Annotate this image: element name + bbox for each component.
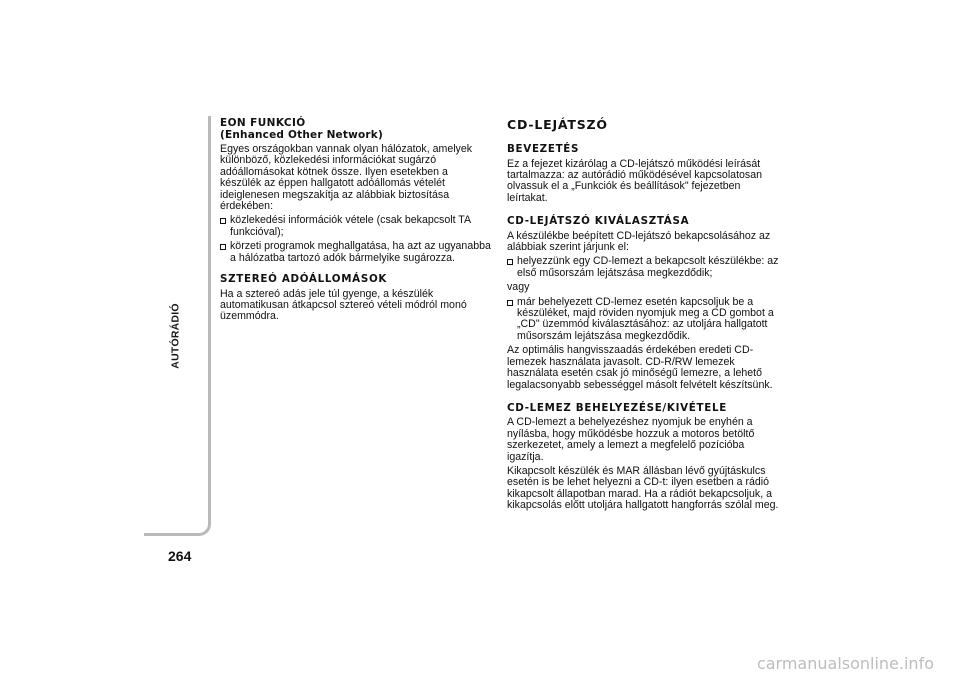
watermark: carmanualsonline.info [756, 654, 934, 673]
select-note: Az optimális hangvisszaadás érdekében eredeti CD-lemezek használata javasolt. CD-R/RW lemezek használata esetén csak jó minőségű lemezre, a lehető legalacsonyabb sebességgel másolt felvételt készítsünk. [507, 344, 773, 391]
select-bullet: helyezzünk egy CD-lemezt a bekapcsolt készülékbe: az első műsorszám lejátszása megkezdődik; [507, 256, 782, 279]
stereo-paragraph: Ha a sztereó adás jele túl gyenge, a készülék automatikusan átkapcsol sztereó vételi módról monó üzemmódra. [220, 287, 467, 323]
select-paragraph: A készülékbe beépített CD-lejátszó bekapcsolásához az alábbiak szerint járjunk el: [507, 229, 771, 254]
intro-title: BEVEZETÉS [507, 143, 580, 155]
insert-title: CD-LEMEZ BEHELYEZÉSE/KIVÉTELE [507, 401, 727, 414]
page-number: 264 [168, 548, 192, 564]
section-tab-label: AUTÓRÁDIÓ [170, 303, 183, 369]
intro-paragraph: Ez a fejezet kizárólag a CD-lejátszó működési leírását tartalmazza: az autórádió működésével kapcsolatosan olvassuk el a „Funkciók és beállítások" fejezetben leírtakat. [507, 157, 762, 204]
eon-paragraph: Egyes országokban vannak olyan hálózatok, amelyek különböző, közlekedési információkat sugárzó adóállomásokat kötnek össze. Ilyen esetekben a készülék az éppen hallgatott adóállomás vételét ideiglenesen megszakítja az alábbiak biztosítása érdekében: [220, 143, 473, 213]
eon-title: EON FUNKCIÓ [220, 117, 306, 129]
stereo-title: SZTEREÓ ADÓÁLLOMÁSOK [220, 273, 388, 286]
left-column [220, 118, 492, 326]
eon-bullet: körzeti programok meghallgatása, ha azt az ugyanabba a hálózatba tartozó adók bármelyike sugározza. [220, 241, 492, 264]
eon-subtitle: (Enhanced Other Network) [220, 128, 383, 141]
section-tab [166, 296, 186, 376]
eon-bullet: közlekedési információk vétele (csak bekapcsolt TA funkcióval); [220, 215, 492, 238]
insert-paragraph: Kikapcsolt készülék és MAR állásban lévő gyújtáskulcs esetén is be lehet helyezni a CD-t: ilyen esetben a rádió kikapcsolt állapotban marad. Ha a rádiót bekapcsoljuk, a kikapcsolás előtt utoljára hallgatott hangforrás szólal meg. [507, 465, 779, 512]
right-column [507, 118, 782, 515]
select-or: vagy [507, 281, 530, 294]
select-bullet: már behelyezett CD-lemez esetén kapcsoljuk be a készüléket, majd röviden nyomjuk meg a CD gombot a „CD" üzemmód kiválasztásához: az utoljára hallgatott műsorszám lejátszása megkezdődik. [507, 297, 782, 343]
cd-player-title: CD-LEJÁTSZÓ [507, 117, 608, 132]
insert-paragraph: A CD-lemezt a behelyezéshez nyomjuk be enyhén a nyílásba, hogy működésbe hozzuk a motoros betöltő szerkezetet, amely a lemezt a megfelelő pozícióba igazítja. [507, 416, 755, 463]
select-title: CD-LEJÁTSZÓ KIVÁLASZTÁSA [507, 215, 690, 228]
